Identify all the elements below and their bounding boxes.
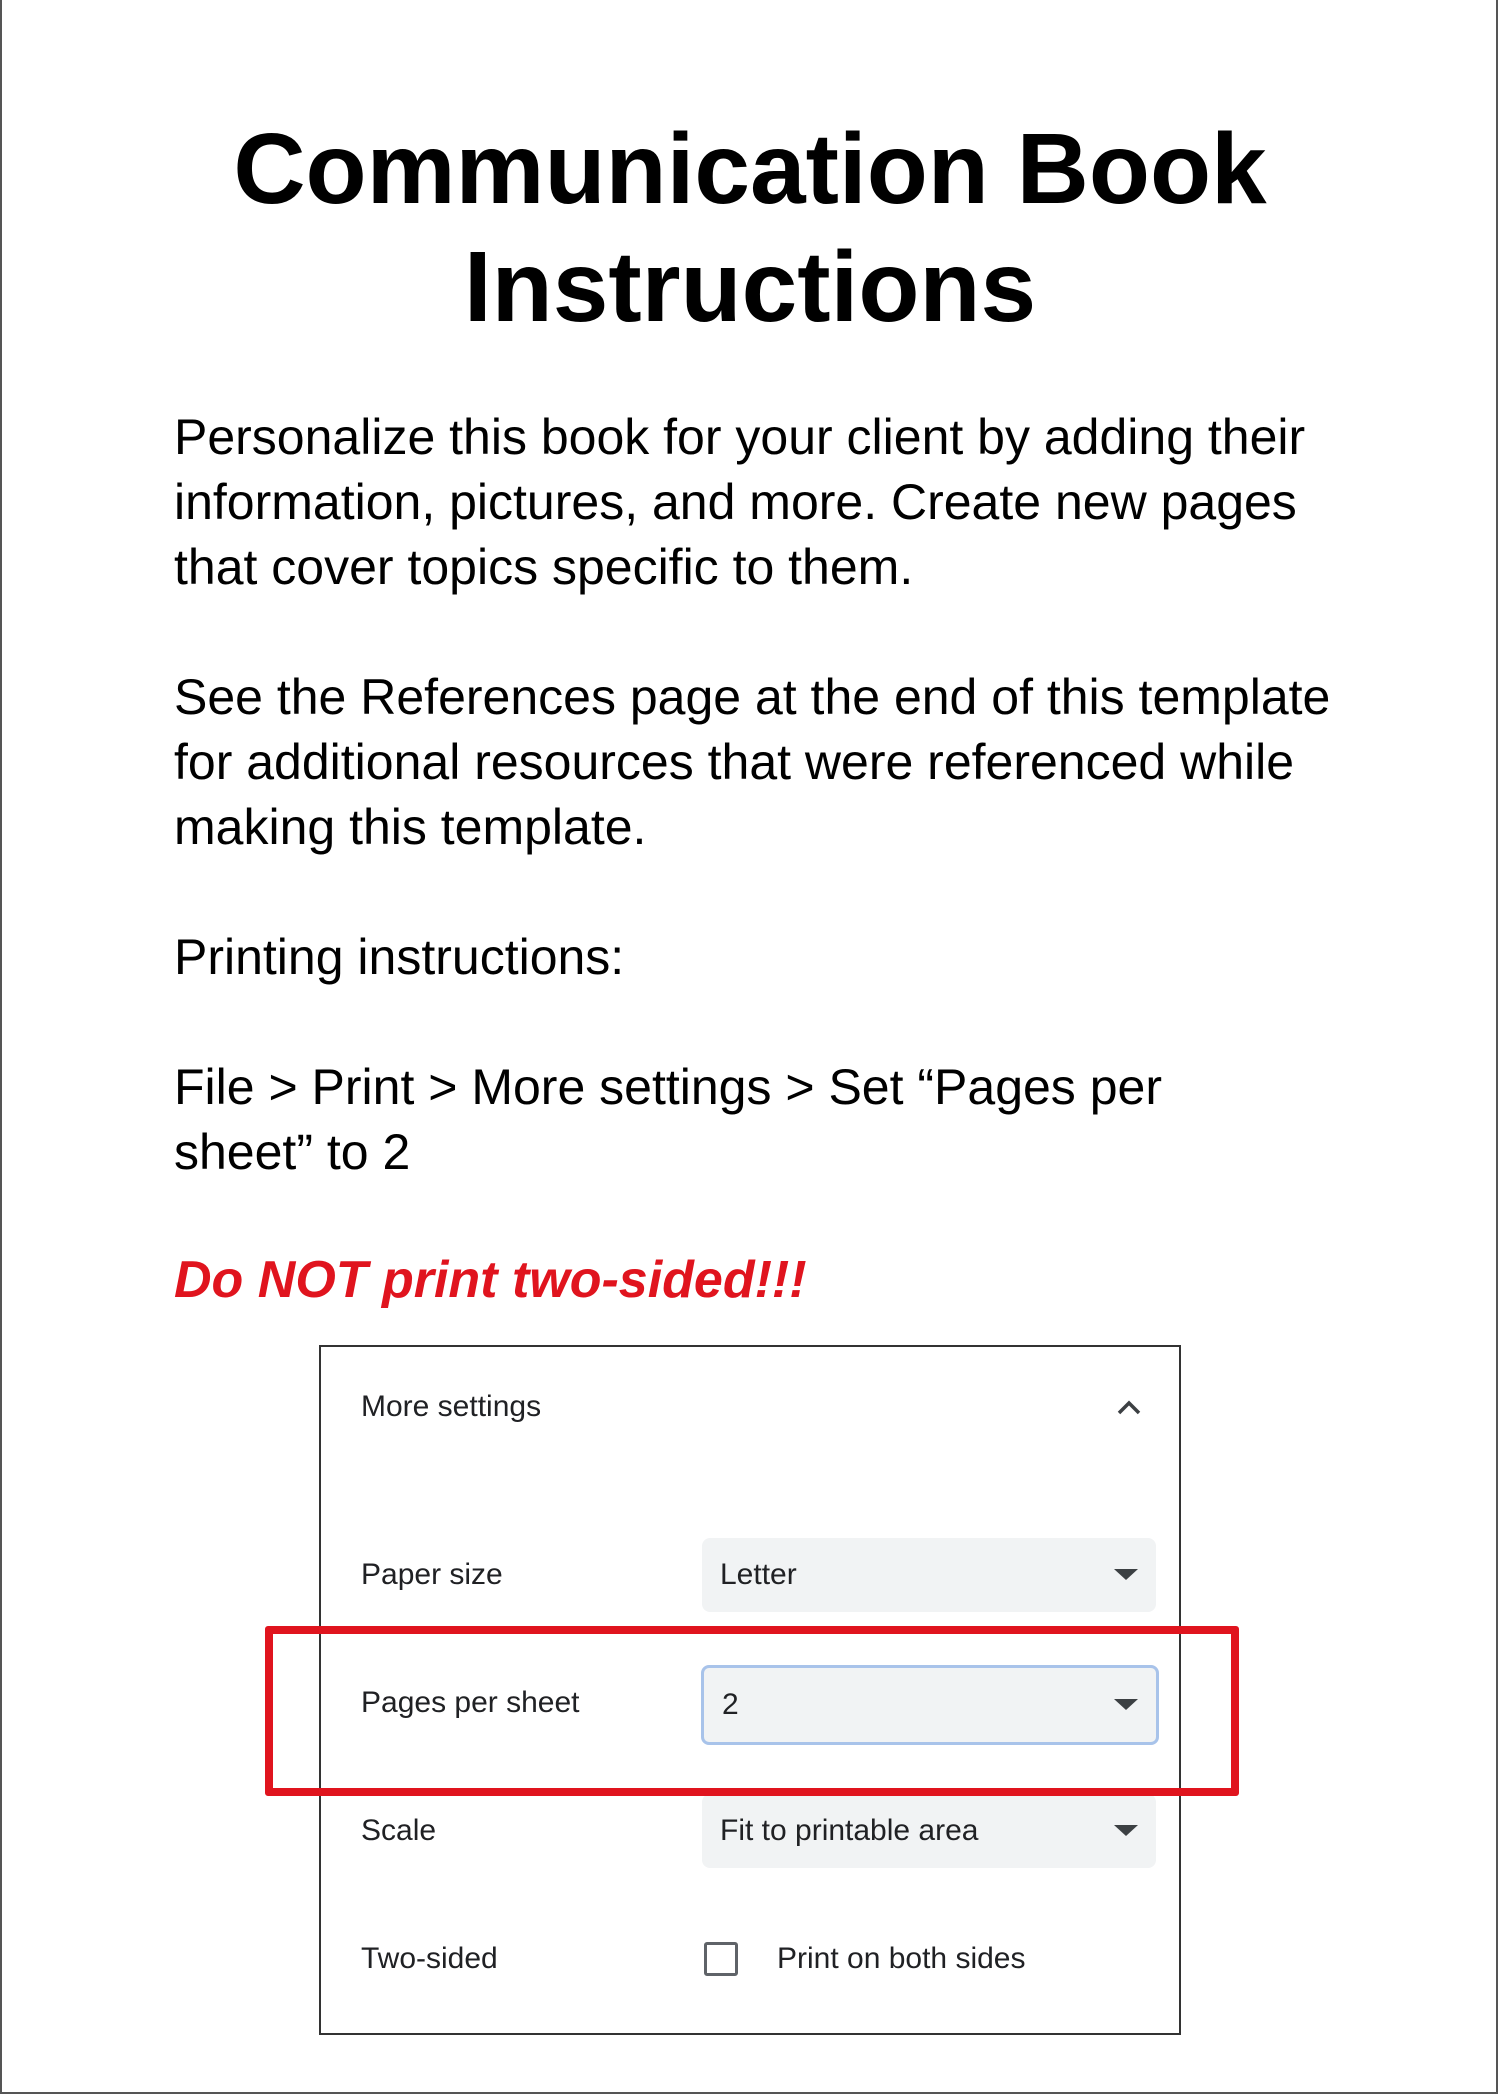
print-both-sides-checkbox[interactable] [704,1942,738,1976]
page-title [0,110,1500,346]
personalize-paragraph: Personalize this book for your client by adding their information, pictures, and more. Create new pages that cover topics specific to them. [174,409,1306,595]
more-settings-label: More settings [361,1390,542,1423]
pages-per-sheet-label: Pages per sheet [361,1686,580,1719]
two-sided-warning: Do NOT print two-sided!!! [174,1251,807,1309]
scale-select[interactable] [702,1794,1156,1868]
title-line-1: Communication Book [233,113,1267,225]
dropdown-arrow-icon [1114,1569,1138,1580]
pages-per-sheet-highlight [265,1626,1239,1796]
print-both-sides-label[interactable]: Print on both sides [777,1942,1026,1975]
paper-size-label: Paper size [361,1558,503,1591]
more-settings-header[interactable] [361,1387,1149,1427]
title-line-2: Instructions [463,231,1037,343]
printing-heading: Printing instructions: [174,929,625,985]
scale-value: Fit to printable area [720,1814,979,1847]
pages-per-sheet-value: 2 [722,1688,739,1721]
paper-size-value: Letter [720,1558,797,1591]
dropdown-arrow-icon [1114,1825,1138,1836]
references-paragraph: See the References page at the end of this template for additional resources that were referenced while making this template. [174,669,1331,855]
chevron-up-icon[interactable] [1109,1387,1149,1427]
two-sided-label: Two-sided [361,1942,498,1975]
paper-size-select[interactable] [702,1538,1156,1612]
printing-steps: File > Print > More settings > Set “Pages per sheet” to 2 [174,1059,1162,1180]
scale-label: Scale [361,1814,437,1847]
